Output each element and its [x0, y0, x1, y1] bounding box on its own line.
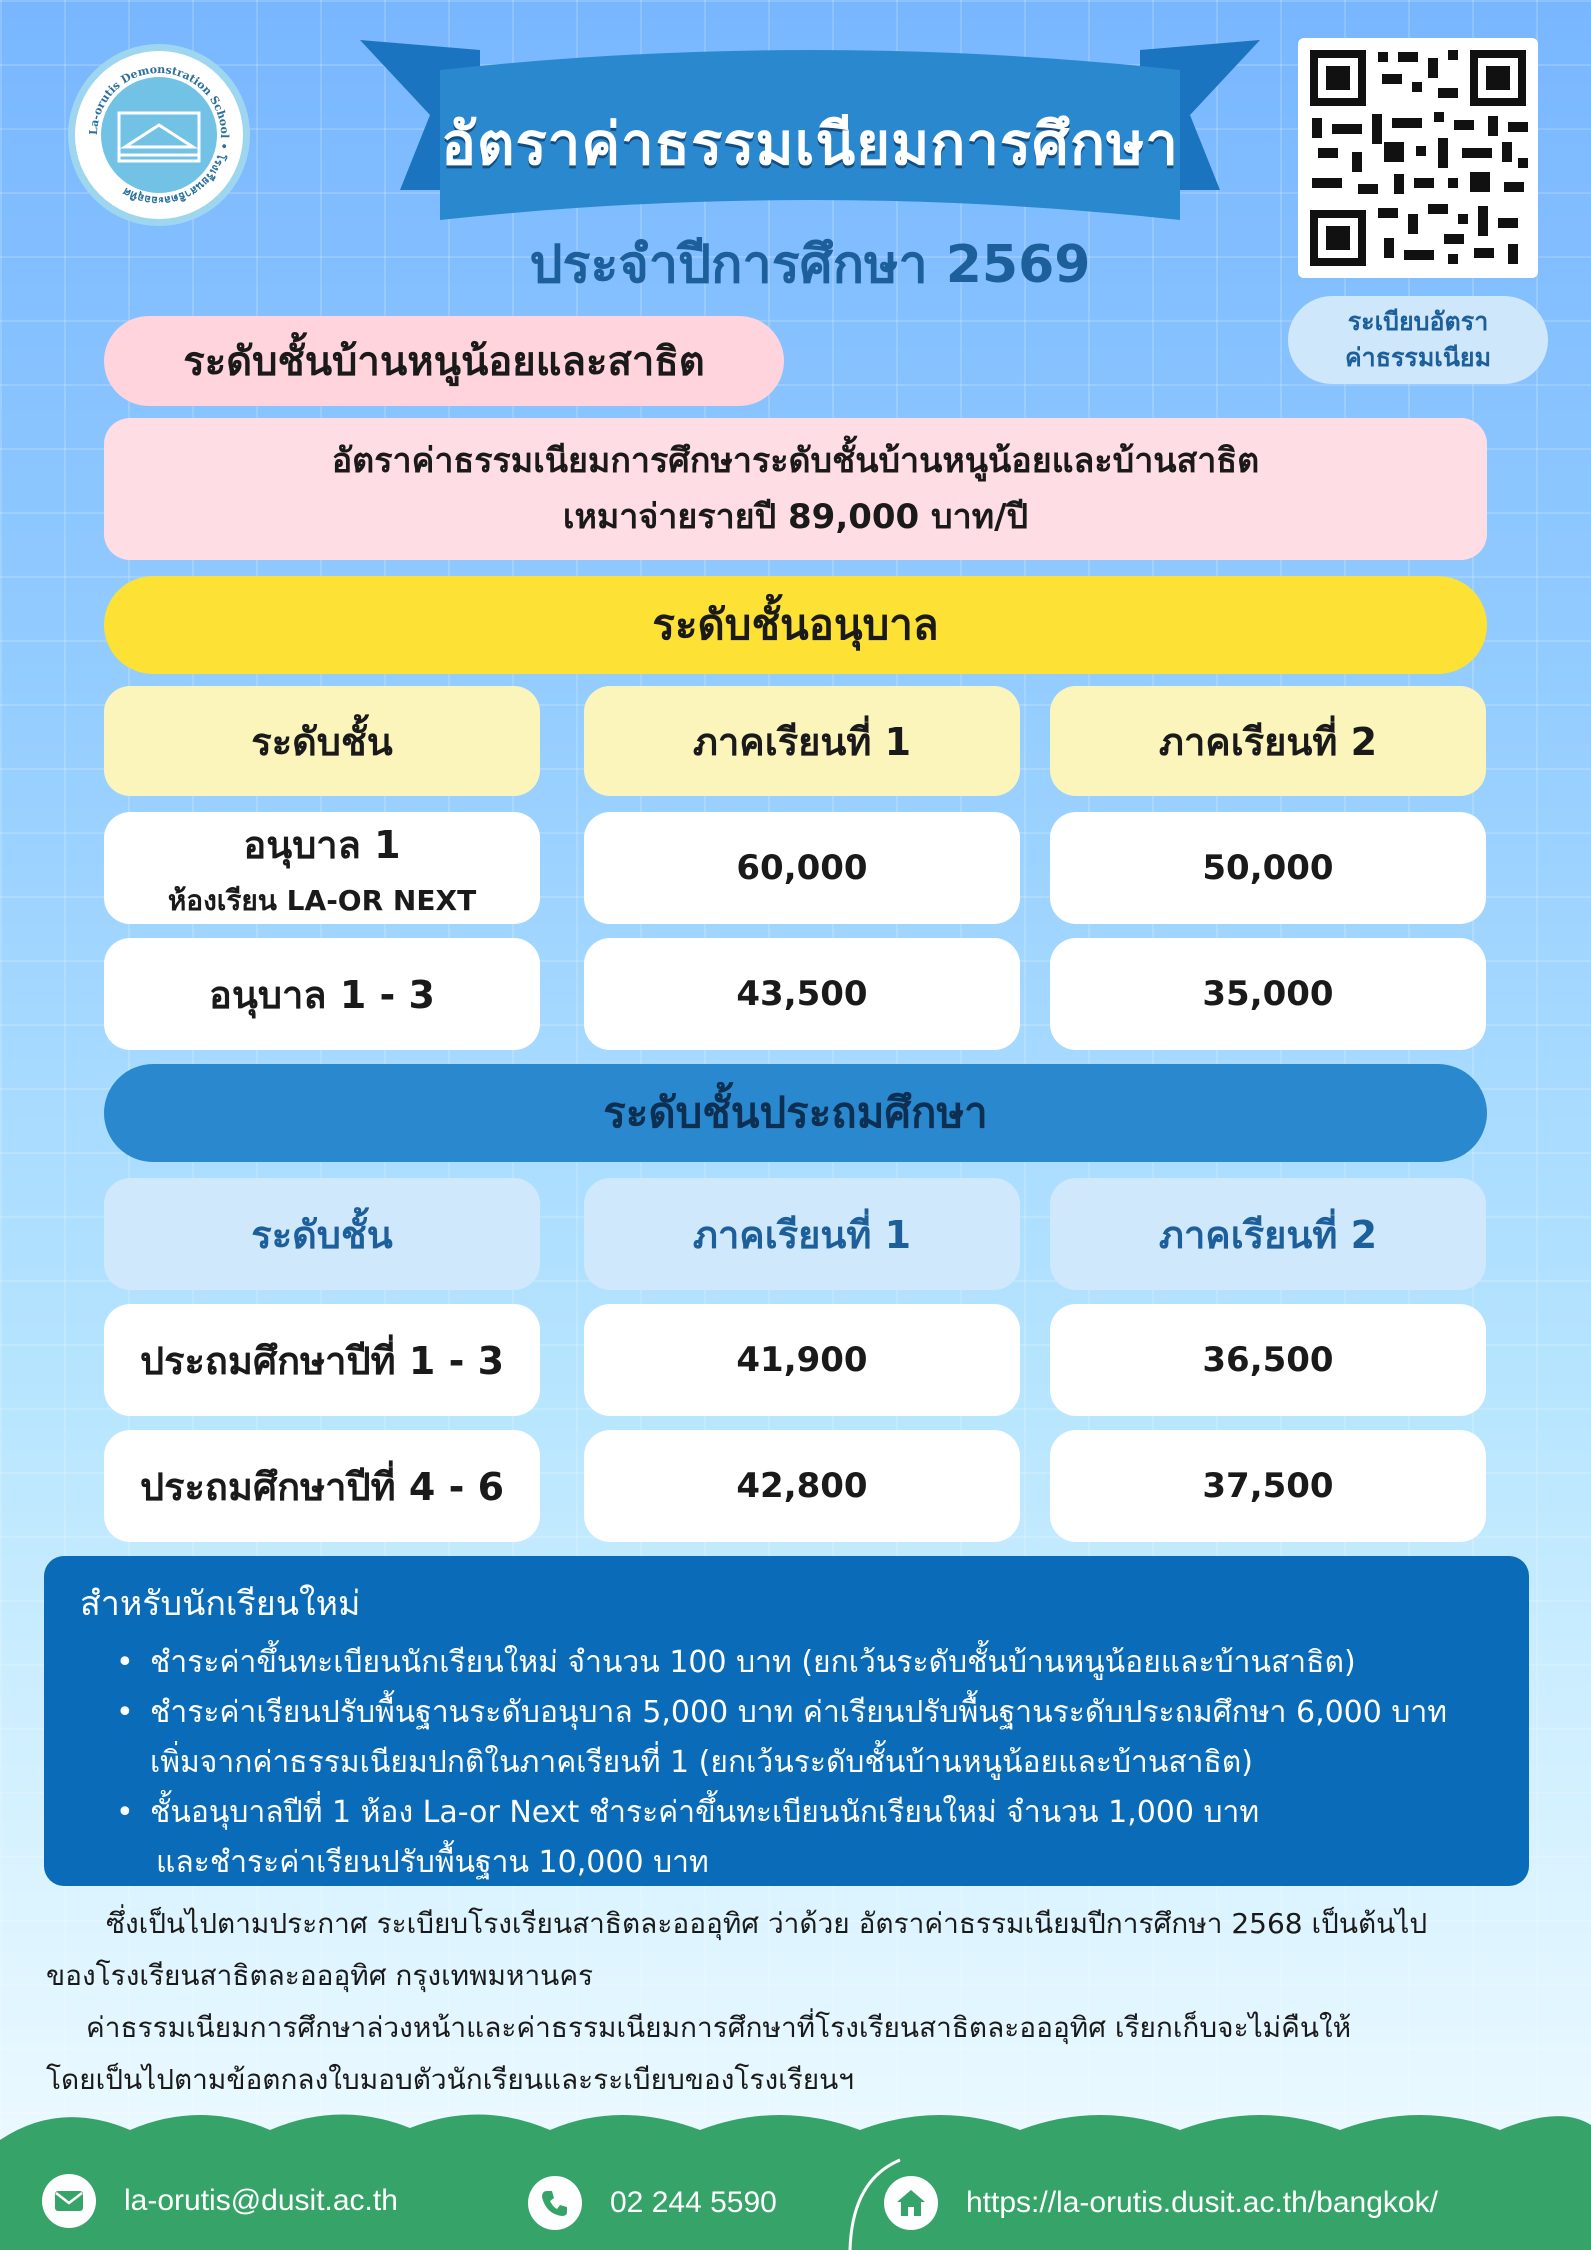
primary-row-2-level: ประถมศึกษาปีที่ 4 - 6 — [104, 1430, 540, 1542]
new-student-notes — [44, 1556, 1529, 1886]
lumpsum-box — [104, 418, 1487, 560]
list-item — [64, 1688, 1509, 1788]
phone-text[interactable]: 02 244 5590 — [610, 2186, 777, 2219]
school-logo — [68, 44, 250, 226]
kindergarten-row-1-term2: 50,000 — [1050, 812, 1486, 924]
primary-header-term1: ภาคเรียนที่ 1 — [584, 1178, 1020, 1290]
kindergarten-row-2-level: อนุบาล 1 - 3 — [104, 938, 540, 1050]
note-1-line1: • ชำระค่าขึ้นทะเบียนนักเรียนใหม่ จำนวน 100 บาท (ยกเว้นระดับชั้นบ้านหนูน้อยและบ้านสาธิต) — [150, 1645, 1356, 1680]
website-text[interactable]: https://la-orutis.dusit.ac.th/bangkok/ — [966, 2186, 1438, 2219]
section-tag-baan-nu-noi: ระดับชั้นบ้านหนูน้อยและสาธิต — [104, 316, 784, 406]
notes-list — [64, 1638, 1509, 1888]
qr-caption — [1288, 296, 1548, 384]
svg-text:La-orutis Demonstration School — [87, 63, 231, 207]
primary-row-2-term1: 42,800 — [584, 1430, 1020, 1542]
primary-row-1-term1: 41,900 — [584, 1304, 1020, 1416]
logo-ring-text: La-orutis Demonstration School • โรงเรียนสาธิตละอออุทิศ — [86, 62, 232, 208]
kindergarten-header-term1: ภาคเรียนที่ 1 — [584, 686, 1020, 796]
primary-row-1-level: ประถมศึกษาปีที่ 1 - 3 — [104, 1304, 540, 1416]
footer-phone[interactable] — [528, 2176, 777, 2230]
footer-email[interactable] — [42, 2174, 398, 2228]
qr-code[interactable] — [1298, 38, 1538, 278]
note-3-line1: • ชั้นอนุบาลปีที่ 1 ห้อง La-or Next ชำระค่าขึ้นทะเบียนนักเรียนใหม่ จำนวน 1,000 บาท — [150, 1795, 1260, 1830]
kindergarten-header-term2: ภาคเรียนที่ 2 — [1050, 686, 1486, 796]
primary-row-2-term2: 37,500 — [1050, 1430, 1486, 1542]
footnote-p1-line2: ของโรงเรียนสาธิตละอออุทิศ กรุงเทพมหานคร — [46, 1959, 594, 1992]
page-subtitle: ประจำปีการศึกษา 2569 — [529, 235, 1091, 295]
kindergarten-row-1-level-main: อนุบาล 1 — [243, 822, 401, 867]
email-text[interactable]: la-orutis@dusit.ac.th — [124, 2184, 398, 2217]
qr-caption-line1: ระเบียบอัตรา — [1347, 307, 1489, 336]
note-2-line2: เพิ่มจากค่าธรรมเนียมปกติในภาคเรียนที่ 1 (ยกเว้นระดับชั้นบ้านหนูน้อยและบ้านสาธิต) — [150, 1745, 1253, 1780]
qr-code-icon — [1298, 38, 1538, 278]
kindergarten-header-level: ระดับชั้น — [104, 686, 540, 796]
kindergarten-row-2-term2: 35,000 — [1050, 938, 1486, 1050]
footnote-p1-line1: ซึ่งเป็นไปตามประกาศ ระเบียบโรงเรียนสาธิตละอออุทิศ ว่าด้วย อัตราค่าธรรมเนียมปีการศึกษา 2568 เป็นต้นไป — [106, 1907, 1428, 1940]
logo-emblem — [75, 51, 243, 219]
kindergarten-row-1-level-sub: ห้องเรียน LA-OR NEXT — [167, 883, 477, 917]
lumpsum-line2: เหมาจ่ายรายปี 89,000 บาท/ปี — [562, 497, 1029, 537]
notes-heading: สำหรับนักเรียนใหม่ — [80, 1584, 361, 1624]
primary-banner: ระดับชั้นประถมศึกษา — [104, 1064, 1487, 1162]
note-2-line1: • ชำระค่าเรียนปรับพื้นฐานระดับอนุบาล 5,000 บาท ค่าเรียนปรับพื้นฐานระดับประถมศึกษา 6,000 บาท — [150, 1695, 1448, 1730]
primary-header-level: ระดับชั้น — [104, 1178, 540, 1290]
note-3-line2: และชำระค่าเรียนปรับพื้นฐาน 10,000 บาท — [156, 1845, 709, 1880]
kindergarten-banner: ระดับชั้นอนุบาล — [104, 576, 1487, 674]
phone-icon — [528, 2176, 582, 2230]
mail-icon — [42, 2174, 96, 2228]
footnote-p2-line1: ค่าธรรมเนียมการศึกษาล่วงหน้าและค่าธรรมเนียมการศึกษาที่โรงเรียนสาธิตละอออุทิศ เรียกเก็บจะไม่คืนให้ — [86, 2011, 1352, 2044]
footnote-p2-line2: โดยเป็นไปตามข้อตกลงใบมอบตัวนักเรียนและระเบียบของโรงเรียนฯ — [46, 2063, 855, 2096]
list-item — [64, 1638, 1509, 1688]
lumpsum-line1: อัตราค่าธรรมเนียมการศึกษาระดับชั้นบ้านหนูน้อยและบ้านสาธิต — [331, 441, 1260, 481]
kindergarten-row-2-term1: 43,500 — [584, 938, 1020, 1050]
primary-row-1-term2: 36,500 — [1050, 1304, 1486, 1416]
footnote — [46, 1898, 1546, 2106]
primary-header-term2: ภาคเรียนที่ 2 — [1050, 1178, 1486, 1290]
kindergarten-row-1-term1: 60,000 — [584, 812, 1020, 924]
home-icon — [884, 2176, 938, 2230]
footer-website[interactable] — [884, 2176, 1438, 2230]
qr-caption-line2: ค่าธรรมเนียม — [1344, 343, 1492, 372]
list-item — [64, 1788, 1509, 1888]
kindergarten-row-1-level — [104, 812, 540, 924]
page-title: อัตราค่าธรรมเนียมการศึกษา — [441, 109, 1179, 178]
